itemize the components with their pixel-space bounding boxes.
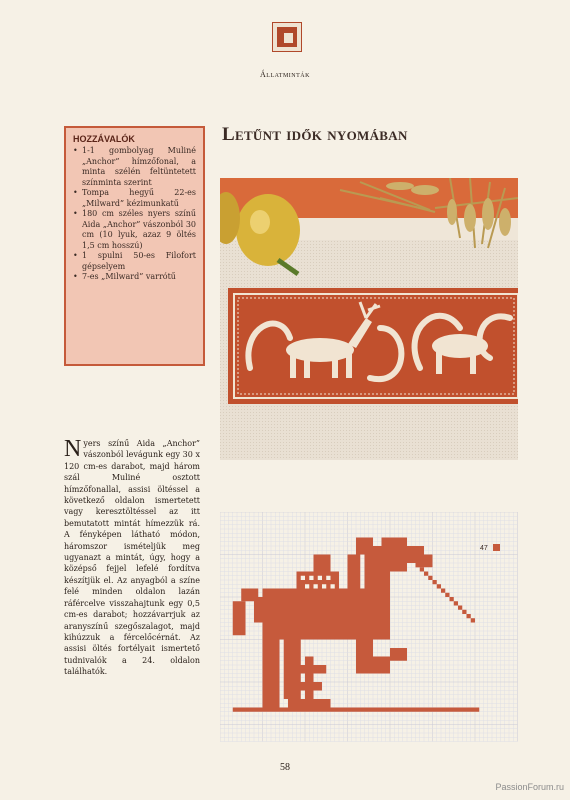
stitch-block <box>263 640 280 700</box>
stitch-block <box>233 601 246 635</box>
stitch-block <box>263 699 280 708</box>
embroidery-photo <box>220 178 518 460</box>
stitch-block <box>356 640 373 674</box>
stitch-block <box>314 555 331 572</box>
chart-grid <box>220 512 518 742</box>
watermark: PassionForum.ru <box>495 782 564 792</box>
stitch-gap <box>309 576 313 580</box>
ingredients-box <box>64 126 205 366</box>
stitch-block <box>373 657 390 674</box>
stitch-block <box>467 614 471 618</box>
photo-illustration <box>220 178 518 460</box>
stitch-block <box>450 597 454 601</box>
publisher-logo <box>272 22 302 52</box>
stitch-block <box>233 708 480 712</box>
stitch-block <box>297 682 323 691</box>
stitch-block <box>428 576 432 580</box>
ingredient-item: • 7-es „Milward” varrótű <box>73 272 196 283</box>
ingredient-item: • 180 cm széles nyers színű Aida „Anchor” vászonból 30 cm (10 lyuk, azaz 9 öltés 1,5 cm hosszú) <box>73 209 196 251</box>
stitch-block <box>471 618 475 622</box>
stitch-gap <box>331 584 335 588</box>
stitch-block <box>420 567 424 571</box>
body-text <box>64 438 200 678</box>
color-swatch <box>493 544 500 551</box>
ingredient-item: • 1 spulni 50-es Filofort gépselyem <box>73 251 196 272</box>
stitch-gap <box>318 576 322 580</box>
stitch-gap <box>322 584 326 588</box>
color-number: 47 <box>480 545 488 552</box>
stitch-block <box>437 584 441 588</box>
stitch-block <box>390 648 407 661</box>
ingredients-heading: HOZZÁVALÓK <box>73 134 135 144</box>
stitch-gap <box>305 584 309 588</box>
stitch-block <box>288 699 331 708</box>
stitch-gap <box>314 584 318 588</box>
stitch-gap <box>301 576 305 580</box>
drop-cap: N <box>64 436 82 462</box>
stitch-block <box>356 538 373 555</box>
page-number: 58 <box>280 762 290 773</box>
stitch-gap <box>326 576 330 580</box>
stitch-block <box>284 691 301 700</box>
stitch-block <box>297 572 340 593</box>
stitch-block <box>458 606 462 610</box>
stitch-block <box>462 610 466 614</box>
logo-cutout <box>284 33 293 43</box>
pear-shape <box>236 194 300 266</box>
article-title: Letűnt idők nyomában <box>222 124 408 145</box>
body-paragraph: yers színű Aida „Anchor” vászonból levágunk egy 30 x 120 cm-es darabot, majd három szál Muliné osztott hímzőfonallal, assisi öltéssel a következő oldalon ismertetett vagy keresztöltéssel az itt bemutatott mintát hímezzük rá. A fényképen látható módon, háromszor ismételjük meg ugyanazt a mintát, úgy, hogy a középső fejjel lefelé fordítva készítjük el. Az anyagból a színe felé minden oldalon lazán ráfércelve visszahajtunk egy 0,5 cm-es darabot; hozzávarrjuk az aranyszínű szegőszalagot, majd kihúzzuk a fércelőcérnát. Az assisi öltés fortélyait ismertető tudnivalók a 24. oldalon találhatók. <box>64 439 200 677</box>
ingredient-item: • Tompa hegyű 22-es „Milward” kézimunkatű <box>73 188 196 209</box>
ingredient-item: • 1-1 gombolyag Muliné „Anchor” hímzőfonal, a minta szélén feltüntetett színminta szerint <box>73 146 196 188</box>
stitch-block <box>441 589 445 593</box>
stitch-block <box>241 589 258 602</box>
ingredients-list <box>73 146 196 283</box>
stitch-block <box>424 572 428 576</box>
stitch-block <box>416 563 420 567</box>
stitch-block <box>445 593 449 597</box>
stitch-block <box>292 665 326 674</box>
stitch-block <box>454 601 458 605</box>
stitch-block <box>348 555 361 589</box>
stitch-block <box>433 580 437 584</box>
section-label: Állatminták <box>260 70 310 79</box>
cross-stitch-chart <box>220 512 518 742</box>
